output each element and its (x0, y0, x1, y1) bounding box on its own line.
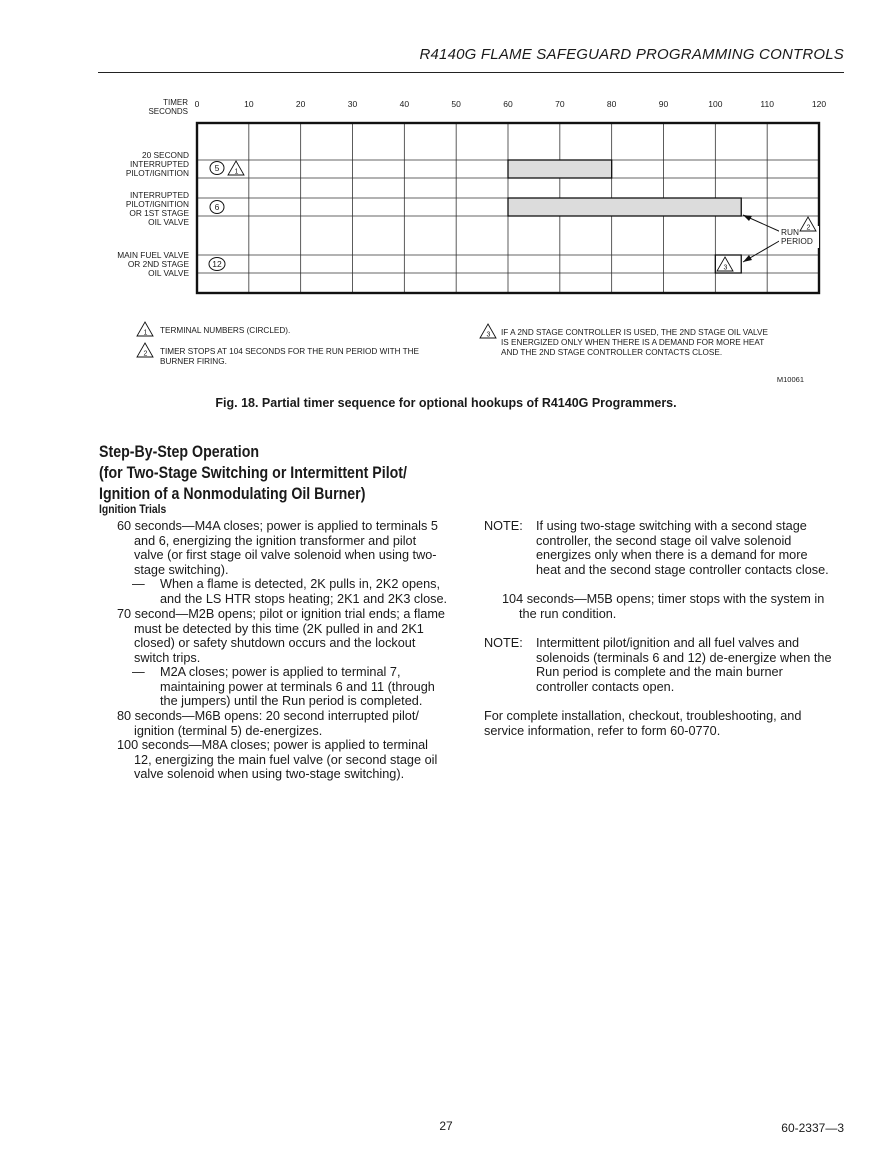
section-title-line-1: Step-By-Step Operation (99, 443, 260, 461)
row3-label-line-3: OIL VALVE (148, 268, 189, 278)
note-label: NOTE: (484, 519, 523, 533)
row1-label-line-3: PILOT/IGNITION (125, 168, 189, 178)
tick-label-60: 60 (503, 99, 513, 109)
svg-text:IF A 2ND STAGE CONTROLLER IS U: IF A 2ND STAGE CONTROLLER IS USED, THE 2ND STAGE OIL VALVE (501, 328, 768, 337)
row-labels (117, 150, 189, 278)
step-104-seconds: 104 seconds—M5B opens; timer stops with the system in the run condition. (502, 592, 825, 621)
axis-title (148, 98, 188, 116)
tick-labels (195, 99, 827, 109)
svg-text:12: 12 (212, 259, 222, 269)
run-period-label-line-2: PERIOD (781, 236, 813, 246)
svg-text:3: 3 (723, 264, 728, 272)
axis-title-line-1: TIMER (163, 98, 188, 107)
tick-label-110: 110 (760, 99, 774, 109)
row2-timing-bar (508, 198, 741, 216)
run-period-label-line-1: RUN (781, 227, 799, 237)
svg-text:2: 2 (806, 224, 811, 232)
row3-label-line-1: MAIN FUEL VALVE (117, 250, 189, 260)
figure-note-3 (480, 324, 768, 357)
figure-note-1 (137, 322, 290, 337)
axis-title-line-2: SECONDS (148, 107, 188, 116)
timing-bars (508, 160, 741, 273)
row2-label-line-3: OR 1ST STAGE (129, 208, 189, 218)
step-70-seconds: 70 second—M2B opens; pilot or ignition trial ends; a flame must be detected by this time (2K pulled in and 2K1 closed) or safety shutdown occurs and the lockout switch trips. (117, 607, 445, 665)
timer-sequence-figure (0, 0, 892, 395)
note-marker-2-triangle (800, 217, 816, 232)
tick-label-30: 30 (347, 99, 358, 109)
section-title (99, 442, 460, 505)
step-80-seconds: 80 seconds—M6B opens: 20 second interrupted pilot/ ignition (terminal 5) de-energizes. (117, 709, 419, 738)
terminal-6-circle (210, 201, 224, 214)
row1-timing-bar (508, 160, 612, 178)
row2-label-line-1: INTERRUPTED (129, 190, 189, 200)
note-marker-1-triangle (228, 161, 244, 176)
tick-label-120: 120 (811, 99, 827, 109)
page-header-title: R4140G FLAME SAFEGUARD PROGRAMMING CONTROLS (419, 46, 844, 63)
svg-text:2: 2 (143, 350, 148, 358)
terminal-5-circle (210, 162, 224, 175)
substep-flame-detected: — When a flame is detected, 2K pulls in, 2K2 opens, and the LS HTR stops heating; 2K1 and 2K3 close. (132, 577, 448, 606)
svg-text:1: 1 (234, 168, 239, 176)
tick-label-10: 10 (244, 99, 254, 109)
section-title-line-3: Ignition of a Nonmodulating Oil Burner) (99, 485, 366, 503)
terminal-12-circle (209, 258, 225, 271)
tick-label-100: 100 (708, 99, 723, 109)
tick-label-80: 80 (606, 99, 617, 109)
svg-text:BURNER FIRING.: BURNER FIRING. (160, 357, 227, 366)
svg-text:IS ENERGIZED ONLY WHEN THERE I: IS ENERGIZED ONLY WHEN THERE IS A DEMAND FOR MORE HEAT (501, 338, 765, 347)
row1-label-line-1: 20 SECOND (141, 150, 189, 160)
tick-label-90: 90 (658, 99, 669, 109)
svg-text:TIMER STOPS AT 104 SECONDS FOR: TIMER STOPS AT 104 SECONDS FOR THE RUN PERIOD WITH THE (160, 347, 420, 356)
tick-label-20: 20 (295, 99, 306, 109)
substep-m2a-closes: — M2A closes; power is applied to terminal 7, maintaining power at terminals 6 and 11 (through the jumpers) until the Run period is completed. (132, 665, 435, 709)
tick-label-40: 40 (399, 99, 410, 109)
svg-text:AND THE 2ND STAGE CONTROLLER C: AND THE 2ND STAGE CONTROLLER CONTACTS CLOSE. (501, 348, 723, 357)
tick-label-50: 50 (451, 99, 461, 109)
figure-note-2 (137, 343, 420, 366)
figure-caption: Fig. 18. Partial timer sequence for optional hookups of R4140G Programmers. (215, 396, 677, 410)
document-code: 60-2337—3 (781, 1121, 844, 1135)
svg-text:TERMINAL NUMBERS (CIRCLED).: TERMINAL NUMBERS (CIRCLED). (160, 326, 291, 335)
figure-id: M10061 (776, 375, 804, 384)
svg-text:5: 5 (214, 163, 220, 173)
note-two-stage-switching: NOTE: If using two-stage switching with a second stage controller, the second stage oil valve solenoid energizes only when there is a demand for more heat and the second stage controller contacts close. (484, 519, 829, 577)
row2-label-line-2: PILOT/IGNITION (125, 199, 189, 209)
svg-text:6: 6 (214, 202, 220, 212)
reference-paragraph: For complete installation, checkout, troubleshooting, and service information, refer to form 60-0770. (484, 709, 802, 738)
page-number: 27 (439, 1119, 453, 1133)
note-label: NOTE: (484, 636, 523, 650)
row1-label-line-2: INTERRUPTED (129, 159, 189, 169)
subhead-ignition-trials: Ignition Trials (99, 504, 167, 516)
row2-label-line-4: OIL VALVE (148, 217, 189, 227)
section-title-line-2: (for Two-Stage Switching or Intermittent Pilot/ (99, 464, 407, 482)
tick-label-0: 0 (194, 99, 200, 109)
note-intermittent-pilot: NOTE: Intermittent pilot/ignition and all fuel valves and solenoids (terminals 6 and 12) de-energize when the Run period is complete and the main burner controller contacts open. (484, 636, 832, 694)
svg-text:3: 3 (486, 331, 491, 339)
tick-label-70: 70 (555, 99, 565, 109)
figure-notes (137, 322, 804, 384)
step-60-seconds: 60 seconds—M4A closes; power is applied to terminals 5 and 6, energizing the ignition transformer and pilot valve (or first stage oil valve solenoid when using two- stage switching). (117, 519, 438, 577)
step-100-seconds: 100 seconds—M8A closes; power is applied to terminal 12, energizing the main fuel valve (or second stage oil valve solenoid when using two-stage switching). (117, 738, 438, 782)
svg-text:1: 1 (143, 329, 148, 337)
row3-label-line-2: OR 2ND STAGE (127, 259, 189, 269)
